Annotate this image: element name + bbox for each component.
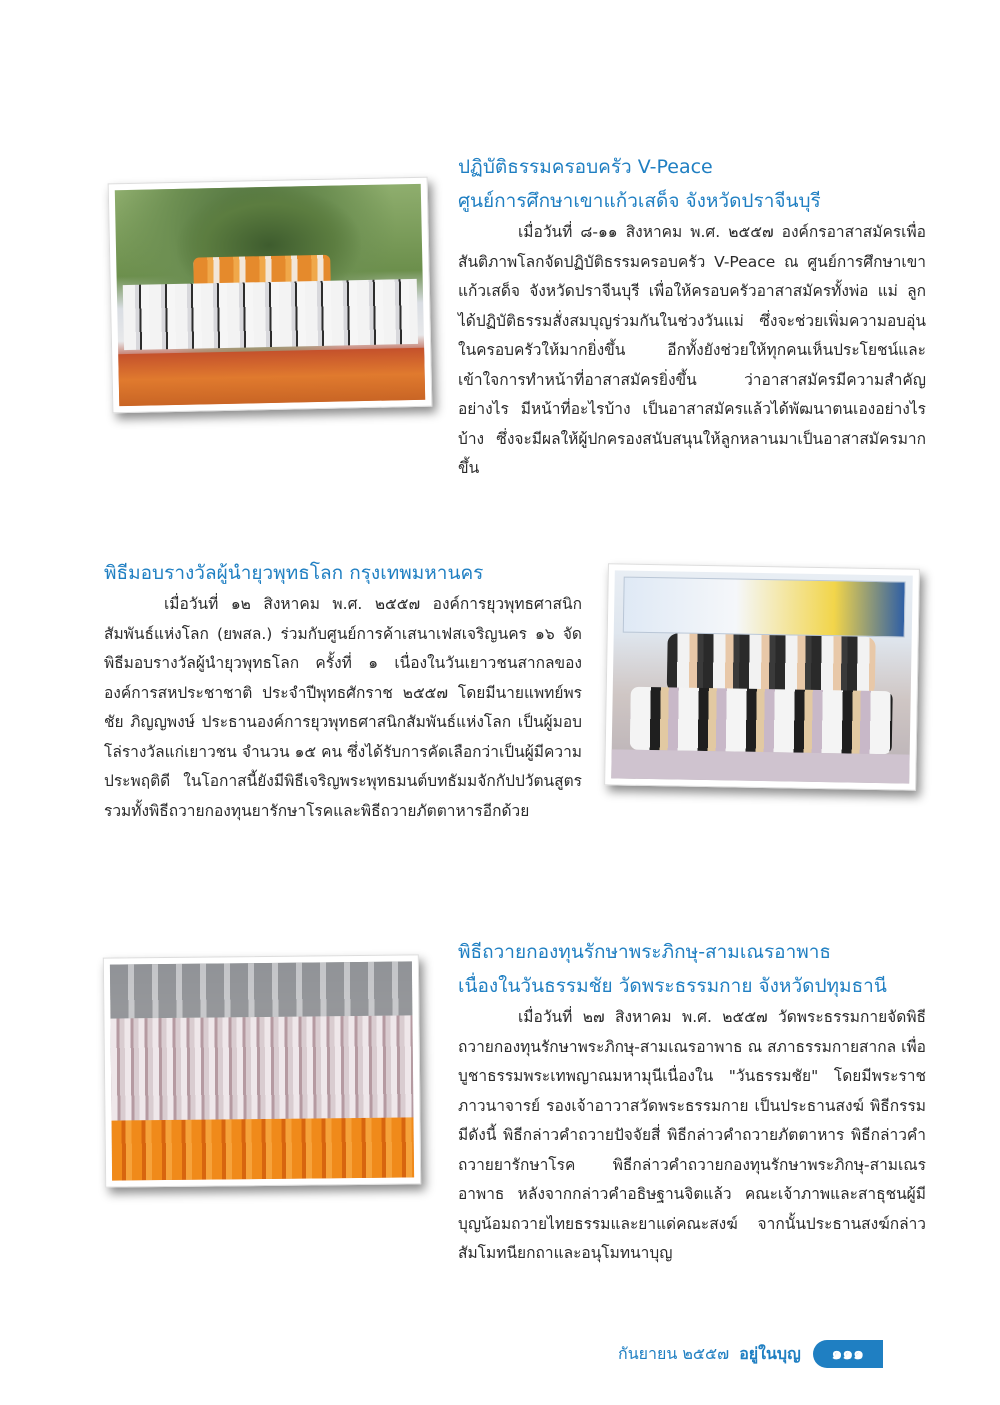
photo-family-retreat: [108, 177, 433, 414]
issue-date: กันยายน ๒๕๕๗: [618, 1343, 730, 1363]
article-body: เมื่อวันที่ ๒๗ สิงหาคม พ.ศ. ๒๕๕๗ วัดพระธรรมกายจัดพิธีถวายกองทุนรักษาพระภิกษุ-สามเณรอาพาธ ณ สภาธรรมกายสากล เพื่อบูชาธรรมพระเทพญาณมหามุนีเนื่องใน "วันธรรมชัย" โดยมีพระราชภาวนาจารย์ รองเจ้าอาวาสวัดพระธรรมกาย เป็นประธานสงฆ์ พิธีกรรมมีดังนี้ พิธีกล่าวคำถวายปัจจัยสี่ พิธีกล่าวคำถวายภัตตาหาร พิธีกล่าวคำถวายยารักษาโรค พิธีกล่าวคำถวายกองทุนรักษาพระภิกษุ-สามเณรอาพาธ หลังจากกล่าวคำอธิษฐานจิตแล้ว คณะเจ้าภาพและสาธุชนผู้มีบุญน้อมถวายไทยธรรมและยาแด่คณะสงฆ์ จากนั้นประธานสงฆ์กล่าวสัมโมทนียกถาและอนุโมทนาบุญ: [458, 1008, 926, 1262]
photo-award-ceremony: [604, 563, 920, 790]
article-youth-award: [104, 556, 582, 826]
magazine-name: อยู่ในบุญ: [739, 1343, 801, 1363]
article-heading: พิธีมอบรางวัลผู้นำยุวพุทธโลก กรุงเทพมหานคร: [104, 562, 484, 584]
article-heading: ปฏิบัติธรรมครอบครัว V-Peace ศูนย์การศึกษาเขาแก้วเสด็จ จังหวัดปราจีนบุรี: [458, 156, 821, 212]
article-body: เมื่อวันที่ ๑๒ สิงหาคม พ.ศ. ๒๕๕๗ องค์การยุวพุทธศาสนิกสัมพันธ์แห่งโลก (ยพสล.) ร่วมกับศูนย์การค้าเสนาเฟสเจริญนคร ๑๖ จัดพิธีมอบรางวัลผู้นำยุวพุทธโลก ครั้งที่ ๑ เนื่องในวันเยาวชนสากลขององค์การสหประชาชาติ ประจำปีพุทธศักราช ๒๕๕๗ โดยมีนายแพทย์พรชัย ภิญญพงษ์ ประธานองค์การยุวพุทธศาสนิกสัมพันธ์แห่งโลก เป็นผู้มอบโล่รางวัลแก่เยาวชน จำนวน ๑๕ คน ซึ่งได้รับการคัดเลือกว่าเป็นผู้มีความประพฤติดี ในโอกาสนี้ยังมีพิธีเจริญพระพุทธมนต์บทธัมมจักกัปปวัตนสูตร รวมทั้งพิธีถวายกองทุนยารักษาโรคและพิธีถวายภัตตาหารอีกด้วย: [104, 595, 582, 820]
page-footer: [618, 1340, 883, 1368]
page-number: ๑๑๑: [813, 1340, 883, 1368]
photo-monks-hall: [103, 954, 421, 1187]
article-family-retreat: [458, 150, 926, 484]
article-body: เมื่อวันที่ ๘-๑๑ สิงหาคม พ.ศ. ๒๕๕๗ องค์กรอาสาสมัครเพื่อสันติภาพโลกจัดปฏิบัติธรรมครอบครัว V-Peace ณ ศูนย์การศึกษาเขาแก้วเสด็จ จังหวัดปราจีนบุรี เพื่อให้ครอบครัวอาสาสมัครทั้งพ่อ แม่ ลูก ได้ปฏิบัติธรรมสั่งสมบุญร่วมกันในช่วงวันแม่ ซึ่งจะช่วยเพิ่มความอบอุ่นในครอบครัวให้มากยิ่งขึ้น อีกทั้งยังช่วยให้ทุกคนเห็นประโยชน์และเข้าใจการทำหน้าที่อาสาสมัครยิ่งขึ้น ว่าอาสาสมัครมีความสำคัญอย่างไร มีหน้าที่อะไรบ้าง เป็นอาสาสมัครแล้วได้พัฒนาตนเองอย่างไรบ้าง ซึ่งจะมีผลให้ผู้ปกครองสนับสนุนให้ลูกหลานมาเป็นอาสาสมัครมากขึ้น: [458, 223, 926, 477]
article-heading: พิธีถวายกองทุนรักษาพระภิกษุ-สามเณรอาพาธ เนื่องในวันธรรมชัย วัดพระธรรมกาย จังหวัดปทุมธานี: [458, 941, 887, 997]
article-monk-fund: [458, 935, 926, 1269]
